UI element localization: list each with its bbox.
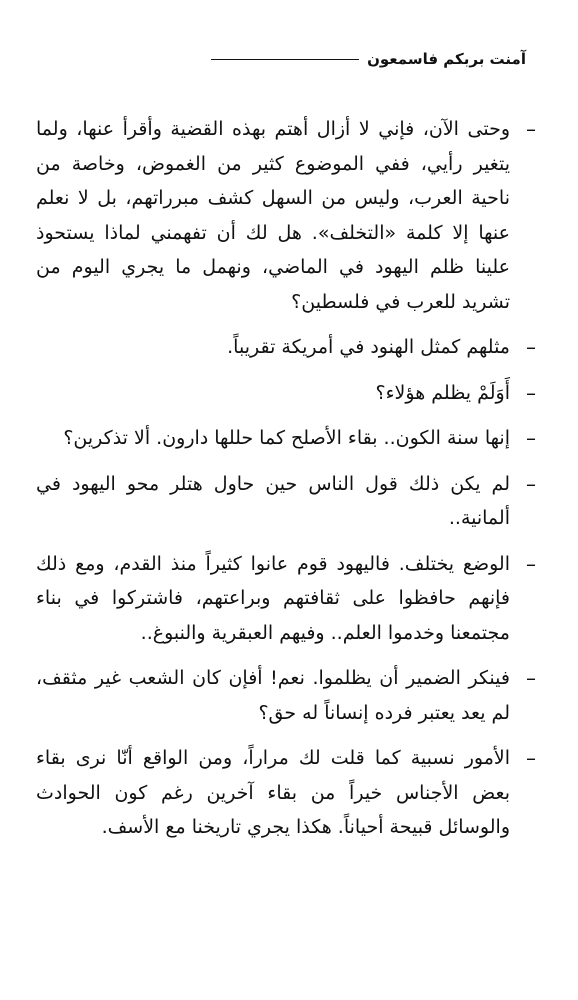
dialogue-dash: – [526, 551, 536, 576]
paragraph-text: الوضع يختلف. فاليهود قوم عانوا كثيراً منذ القدم، ومع ذلك فإنهم حافظوا على ثقافتهم وبراعتهم، فاشتركوا في بناء مجتمعنا وخدموا العلم.. وفيهم العبقرية والنبوغ.. [36, 552, 510, 644]
dialogue-dash: – [526, 117, 536, 141]
body-text [36, 112, 536, 856]
dialogue-dash: – [526, 335, 536, 359]
dialogue-paragraph [36, 661, 536, 730]
dialogue-dash: – [526, 471, 536, 496]
dialogue-paragraph [36, 376, 536, 411]
header-rule [211, 59, 359, 60]
running-header [211, 50, 526, 68]
dialogue-dash: – [526, 666, 536, 690]
paragraph-text: لم يكن ذلك قول الناس حين حاول هتلر محو اليهود في ألمانية.. [36, 472, 510, 529]
paragraph-text: فينكر الضمير أن يظلموا. نعم! أفإن كان الشعب غير مثقف، لم يعد يعتبر فرده إنساناً له حق؟ [36, 667, 510, 724]
dialogue-paragraph [36, 421, 536, 456]
dialogue-paragraph [36, 330, 536, 365]
dialogue-paragraph [36, 547, 536, 651]
running-header-title: آمنت بربكم فاسمعون [367, 50, 526, 68]
paragraph-text: مثلهم كمثل الهنود في أمريكة تقريباً. [227, 336, 510, 358]
dialogue-dash: – [526, 380, 536, 405]
paragraph-text: إنها سنة الكون.. بقاء الأصلح كما حللها دارون. ألا تذكرين؟ [63, 427, 510, 449]
dialogue-paragraph [36, 741, 536, 845]
dialogue-paragraph [36, 112, 536, 319]
dialogue-paragraph [36, 467, 536, 536]
paragraph-text: الأمور نسبية كما قلت لك مراراً، ومن الواقع أنّا نرى بقاء بعض الأجناس خيراً من بقاء آخرين رغم كون الحوادث والوسائل قبيحة أحياناً. هكذا يجري تاريخنا مع الأسف. [36, 747, 510, 838]
dialogue-dash: – [526, 426, 536, 450]
paragraph-text: أَوَلَمْ يظلم هؤلاء؟ [375, 381, 510, 404]
dialogue-dash: – [526, 746, 536, 770]
paragraph-text: وحتى الآن، فإني لا أزال أهتم بهذه القضية وأقرأ عنها، ولما يتغير رأيي، ففي الموضوع كثير من الغموض، وخاصة من ناحية العرب، وليس من السهل كشف مبرراتهم، بل لا نعلم عنها إلا كلمة «التخلف». هل لك أن تفهمني لماذا يستحوذ علينا ظلم اليهود في الماضي، ونهمل ما يجري اليوم من تشريد للعرب في فلسطين؟ [36, 118, 510, 313]
